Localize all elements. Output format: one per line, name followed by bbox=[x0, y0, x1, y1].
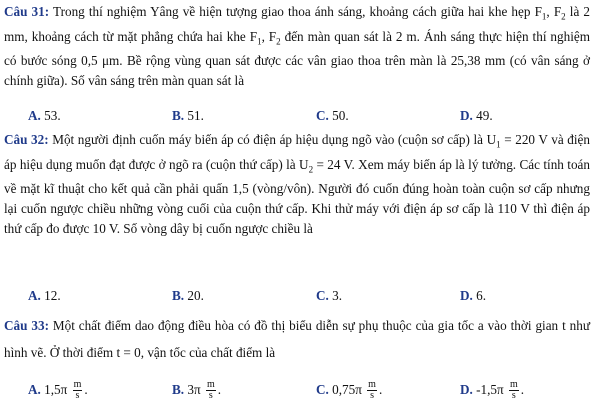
option-letter: C. bbox=[316, 382, 329, 397]
q33-option-b[interactable]: B. 3π $\frac{m}{s}$ . bbox=[172, 379, 222, 402]
unit-numerator: m bbox=[73, 379, 82, 391]
option-letter: B. bbox=[172, 288, 185, 303]
option-text: 0,75π bbox=[328, 382, 362, 397]
q31-option-d[interactable] bbox=[460, 106, 493, 126]
q31-text-part: , F bbox=[546, 4, 562, 19]
option-text: 1,5π bbox=[40, 382, 68, 397]
q31-option-c[interactable] bbox=[316, 106, 349, 126]
unit-denominator: s bbox=[75, 390, 80, 402]
unit-numerator: m bbox=[368, 379, 376, 391]
q32-text-part: Một người định cuốn máy biến áp có điện áp hiệu dụng ngõ vào (cuộn sơ cấp) là U bbox=[48, 132, 497, 147]
q32-text-part: = 24 V. Xem máy biến áp là lý tưởng. Các tính toán về mặt kĩ thuật cho kết quả cần phải quấn 1,5 (vòng/vôn). Người đó cuốn đúng hoàn toàn cuộn sơ cấp nhưng lại cuốn ngược chiều những vòng cuối của cuộn thứ cấp. Khi thử máy với điện áp sơ cấp là 110 V thì điện áp thứ cấp đo được 10 V. Số vòng dây bị cuốn ngược chiều là bbox=[4, 156, 590, 237]
unit-denominator: s bbox=[370, 390, 375, 402]
question-31-options bbox=[0, 106, 594, 126]
q31-text-part: đến màn quan sát là 2 m. Ánh sáng thực hiện thí nghiệm có bước sóng 0,5 μm. Bề rộng vùng quan sát được các vân giao thoa trên màn là 25,38 mm (có vân sáng ở chính giữa). Số vân sáng trên màn quan sát là bbox=[4, 28, 590, 89]
q33-option-a[interactable]: A. 1,5π $\frac{m}{s}$ . bbox=[28, 379, 88, 402]
unit-denominator: s bbox=[511, 390, 516, 402]
question-31-text bbox=[4, 2, 590, 91]
option-text: 20. bbox=[184, 288, 204, 303]
subscript: 1 bbox=[496, 139, 501, 150]
option-text: 12. bbox=[40, 288, 61, 303]
option-text: 50. bbox=[328, 108, 349, 123]
option-text: 3π bbox=[184, 382, 201, 397]
q31-text-part: Trong thí nghiệm Yâng về hiện tượng giao thoa ánh sáng, khoảng cách giữa hai khe hẹp F bbox=[49, 4, 542, 19]
unit-numerator: m bbox=[206, 379, 215, 391]
subscript: 2 bbox=[276, 36, 281, 47]
unit-fraction bbox=[367, 380, 377, 401]
unit-fraction bbox=[509, 380, 519, 401]
q31-text-part: là 2 mm, khoảng cách từ mặt phẳng chứa hai khe F bbox=[4, 4, 590, 44]
question-33-text bbox=[4, 312, 590, 366]
q33-text-part: Một chất điểm dao động điều hòa có đồ thị biểu diễn sự phụ thuộc của gia tốc a vào thời gian t như hình vẽ. Ở thời điểm t = 0, vận tốc của chất điểm là bbox=[4, 318, 591, 360]
option-letter: D. bbox=[460, 288, 473, 303]
option-letter: B. bbox=[172, 382, 185, 397]
question-32-text bbox=[4, 130, 590, 239]
subscript: 1 bbox=[257, 36, 262, 47]
option-text: 51. bbox=[184, 108, 204, 123]
q33-option-d[interactable]: D. -1,5π $\frac{m}{s}$ . bbox=[460, 379, 525, 402]
q31-option-a[interactable] bbox=[28, 106, 61, 126]
question-32-number: Câu 32: bbox=[4, 132, 49, 147]
question-31-number: Câu 31: bbox=[4, 4, 50, 19]
option-letter: B. bbox=[172, 108, 185, 123]
question-33-number: Câu 33: bbox=[4, 318, 49, 333]
option-letter: C. bbox=[316, 288, 329, 303]
q33-option-c[interactable]: C. 0,75π $\frac{m}{s}$ . bbox=[316, 379, 383, 402]
option-letter: A. bbox=[28, 288, 41, 303]
option-text: 53. bbox=[40, 108, 61, 123]
subscript: 2 bbox=[308, 164, 314, 175]
question-32-options bbox=[0, 286, 594, 306]
option-letter: D. bbox=[460, 108, 473, 123]
subscript: 2 bbox=[561, 11, 566, 22]
unit-numerator: m bbox=[509, 379, 518, 391]
q32-option-a[interactable] bbox=[28, 286, 61, 306]
option-text: 49. bbox=[472, 108, 493, 123]
q31-option-b[interactable] bbox=[172, 106, 204, 126]
option-letter: A. bbox=[28, 108, 41, 123]
subscript: 1 bbox=[541, 11, 547, 22]
unit-fraction bbox=[206, 380, 216, 401]
option-letter: C. bbox=[316, 108, 329, 123]
option-letter: A. bbox=[28, 382, 41, 397]
option-text: 3. bbox=[328, 288, 343, 303]
unit-fraction bbox=[73, 380, 83, 401]
q32-text-part: = 220 V và điện áp hiệu dụng muốn đạt được ở ngõ ra (cuộn thứ cấp) là U bbox=[4, 132, 590, 172]
q31-text-part: , F bbox=[261, 28, 277, 44]
option-text: -1,5π bbox=[472, 382, 504, 397]
option-text: 6. bbox=[472, 288, 487, 303]
q32-option-d[interactable] bbox=[460, 286, 486, 306]
question-33-options bbox=[0, 378, 594, 402]
q32-option-c[interactable] bbox=[316, 286, 342, 306]
option-letter: D. bbox=[460, 382, 473, 397]
q32-option-b[interactable] bbox=[172, 286, 204, 306]
unit-denominator: s bbox=[208, 390, 213, 402]
